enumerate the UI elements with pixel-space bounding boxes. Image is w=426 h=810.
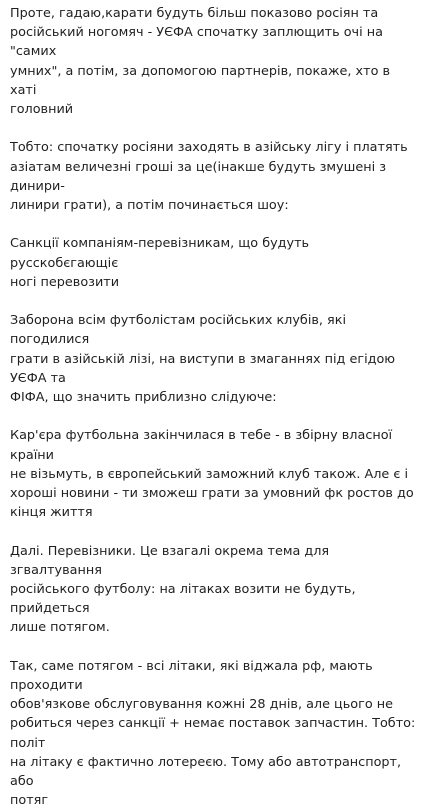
paragraph-gap bbox=[10, 407, 416, 426]
paragraph-carrier-sanctions: Санкції компаніям-перевізникам, що будуть русскобєгающіє ногі перевозити bbox=[10, 236, 310, 290]
post-body bbox=[0, 4, 426, 809]
paragraph-gap bbox=[10, 638, 416, 657]
paragraph-plan: Тобто: спочатку росіяни заходять в азійську лігу і платять азіатам величезні гроші за це(інакше будуть змушені з динири- линири грати), а потім починається шоу: bbox=[10, 140, 408, 214]
paragraph-intro: Проте, гадаю,карати будуть більш показово росіян та російський ногомяч - УЄФА спочатку заплющить очі на "самих умних", а потім, за допомогою партнерів, покаже, хто в хаті головний bbox=[10, 6, 391, 118]
paragraph-player-ban: Заборона всім футболістам російських клубів, які погодилися грати в азійській лізі, на виступи в змаганнях під егідою УЄФА та ФІФА, що значить приблизно слідуюче: bbox=[10, 313, 396, 406]
paragraph-carriers: Далі. Перевізники. Це взагалі окрема тема для згвалтування російського футболу: на літаках возити не будуть, прийдеться лише потягом. bbox=[10, 543, 356, 636]
paragraph-trains: Так, саме потягом - всі літаки, які віджала рф, мають проходити обов'язкове обслуговування кожні 28 днів, але цього не робиться через санкції + немає поставок запчастин. Тобто: політ на літаку є фактично лотереєю. Тому або автотранспорт, або потяг bbox=[10, 658, 416, 809]
paragraph-career: Кар'єра футбольна закінчилася в тебе - в збірну власної країни не візьмуть, в європейський заможний клуб також. Але є і хороші новини - ти зможеш грати за умовний фк ростов до кінця життя bbox=[10, 428, 414, 521]
paragraph-gap bbox=[10, 215, 416, 234]
paragraph-gap bbox=[10, 292, 416, 311]
paragraph-gap bbox=[10, 522, 416, 541]
paragraph-gap bbox=[10, 119, 416, 138]
